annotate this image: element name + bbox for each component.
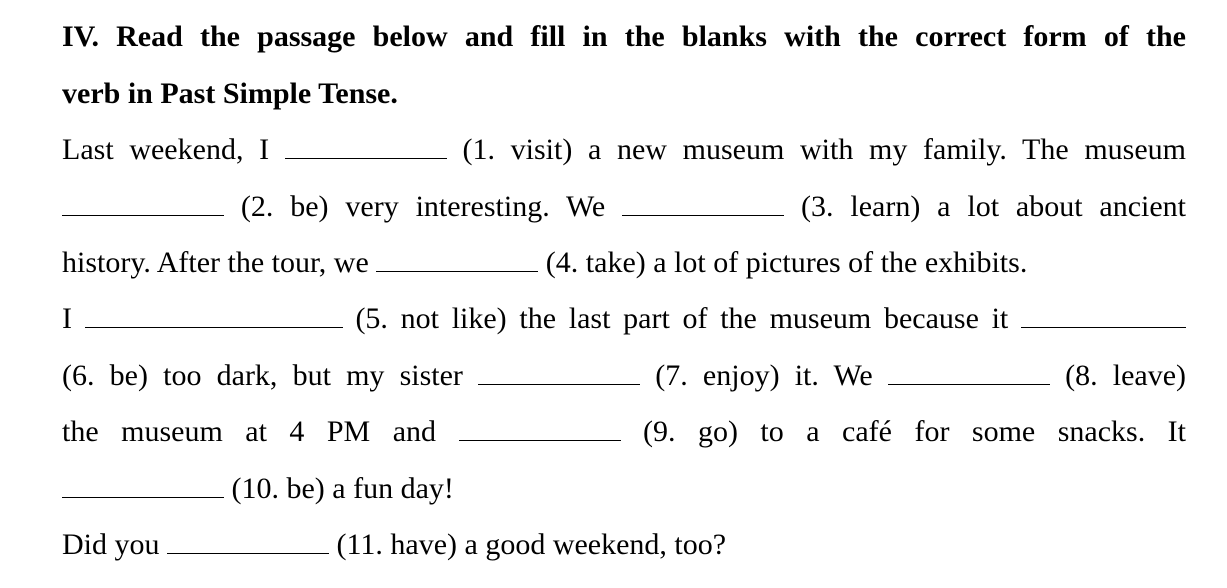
instruction-line-2 (62, 76, 1186, 112)
blank-7[interactable] (478, 360, 640, 385)
passage-line-1 (62, 132, 1186, 168)
passage-text: I (62, 302, 72, 335)
passage-text: (1. visit) a new museum with my family. The museum (462, 133, 1186, 166)
passage-text: Last weekend, I (62, 133, 270, 166)
passage-text: (11. have) a good weekend, too? (336, 528, 727, 561)
passage-text: (8. leave) (1065, 359, 1187, 392)
passage-line-8 (62, 527, 1186, 563)
instruction-line-1 (62, 19, 1186, 55)
passage-text: (3. learn) a lot about ancient (801, 190, 1187, 223)
passage-text: Did you (62, 528, 160, 561)
blank-3[interactable] (622, 191, 784, 216)
blank-1[interactable] (285, 134, 447, 159)
passage-line-2 (62, 189, 1186, 225)
blank-4[interactable] (376, 247, 538, 272)
passage-text: (6. be) too dark, but my sister (62, 359, 463, 392)
blank-6[interactable] (1021, 303, 1186, 328)
blank-8[interactable] (888, 360, 1050, 385)
passage-text: (5. not like) the last part of the museum because it (355, 302, 1009, 335)
blank-10[interactable] (62, 473, 224, 498)
passage-text: history. After the tour, we (62, 246, 369, 279)
blank-2[interactable] (62, 191, 224, 216)
instruction-text-1: IV. Read the passage below and fill in the blanks with the correct form of the (62, 20, 1186, 53)
passage-line-6 (62, 414, 1186, 450)
passage-text: (7. enjoy) it. We (655, 359, 873, 392)
passage-text: (9. go) to a café for some snacks. It (643, 415, 1187, 448)
passage-line-7 (62, 471, 1186, 507)
passage-line-3 (62, 245, 1186, 281)
passage-text: (10. be) a fun day! (231, 472, 454, 505)
passage-line-5 (62, 358, 1186, 394)
passage-text: (2. be) very interesting. We (240, 190, 606, 223)
passage-text: (4. take) a lot of pictures of the exhibits. (545, 246, 1028, 279)
instruction-text-2: verb in Past Simple Tense. (62, 77, 398, 110)
blank-11[interactable] (167, 529, 329, 554)
blank-9[interactable] (459, 416, 621, 441)
passage-text: the museum at 4 PM and (62, 415, 437, 448)
blank-5[interactable] (85, 303, 343, 328)
passage-line-4 (62, 301, 1186, 337)
